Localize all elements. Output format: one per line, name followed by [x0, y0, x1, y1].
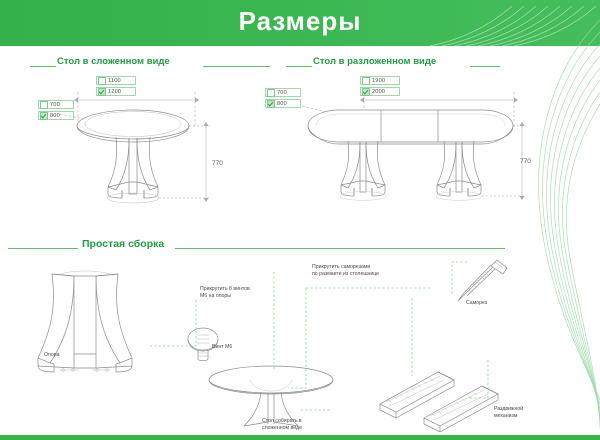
header-decoration	[420, 0, 600, 46]
dimension-value: 700	[50, 101, 60, 108]
dimension-value: 1100	[108, 77, 121, 84]
label-assemble-folded	[262, 418, 302, 432]
label-screw: Саморез	[466, 300, 488, 306]
assembly-rule-right	[175, 248, 505, 249]
checkbox-icon	[267, 89, 275, 97]
label-mechanism	[494, 406, 523, 420]
label-fix-bolts-line2: М6 на опоры	[200, 293, 232, 299]
section-rule-unfolded-right	[470, 66, 500, 67]
label-fix-screws	[312, 264, 379, 278]
page-title: Размеры	[238, 6, 362, 36]
label-bolt: Винт М6	[212, 344, 233, 350]
unfolded-height-value: 770	[520, 158, 531, 165]
section-title-assembly: Простая сборка	[82, 238, 165, 250]
unfolded-table-drawing	[286, 70, 536, 215]
label-fix-screws-line1: Прикрутить саморезами	[312, 264, 371, 270]
dimension-value: 2000	[372, 88, 386, 95]
assembly-rule-left	[8, 248, 78, 249]
section-rule-folded-left	[30, 66, 56, 67]
section-rule-folded-right	[203, 66, 270, 67]
section-rule-unfolded-left	[286, 66, 312, 67]
page-header	[0, 0, 600, 46]
folded-table-drawing	[30, 70, 220, 215]
checkbox-checked-icon	[267, 100, 275, 108]
label-assemble-folded-line1: Стол собирать в	[262, 418, 302, 424]
label-fix-bolts-line1: Прикрутить 8 винтов	[200, 286, 250, 292]
label-fix-screws-line2: по размаете из столешнице	[312, 271, 380, 277]
label-mechanism-line1: Раздвижной	[494, 406, 524, 412]
section-title-unfolded: Стол в разложенном виде	[313, 56, 437, 67]
section-title-folded: Стол в сложенном виде	[57, 56, 170, 67]
folded-height-value: 770	[212, 160, 223, 167]
dimension-value: 700	[277, 89, 287, 96]
dimension-value: 1200	[108, 88, 122, 95]
dimension-value: 800	[50, 112, 60, 119]
dimension-value: 800	[277, 100, 287, 107]
label-assemble-folded-line2: сложенном виде	[262, 425, 303, 431]
label-mechanism-line2: механизм	[494, 413, 518, 419]
label-fix-bolts	[200, 286, 250, 300]
label-support: Опора	[44, 352, 60, 358]
dimension-value: 1900	[372, 77, 386, 84]
footer-bar	[0, 435, 600, 440]
